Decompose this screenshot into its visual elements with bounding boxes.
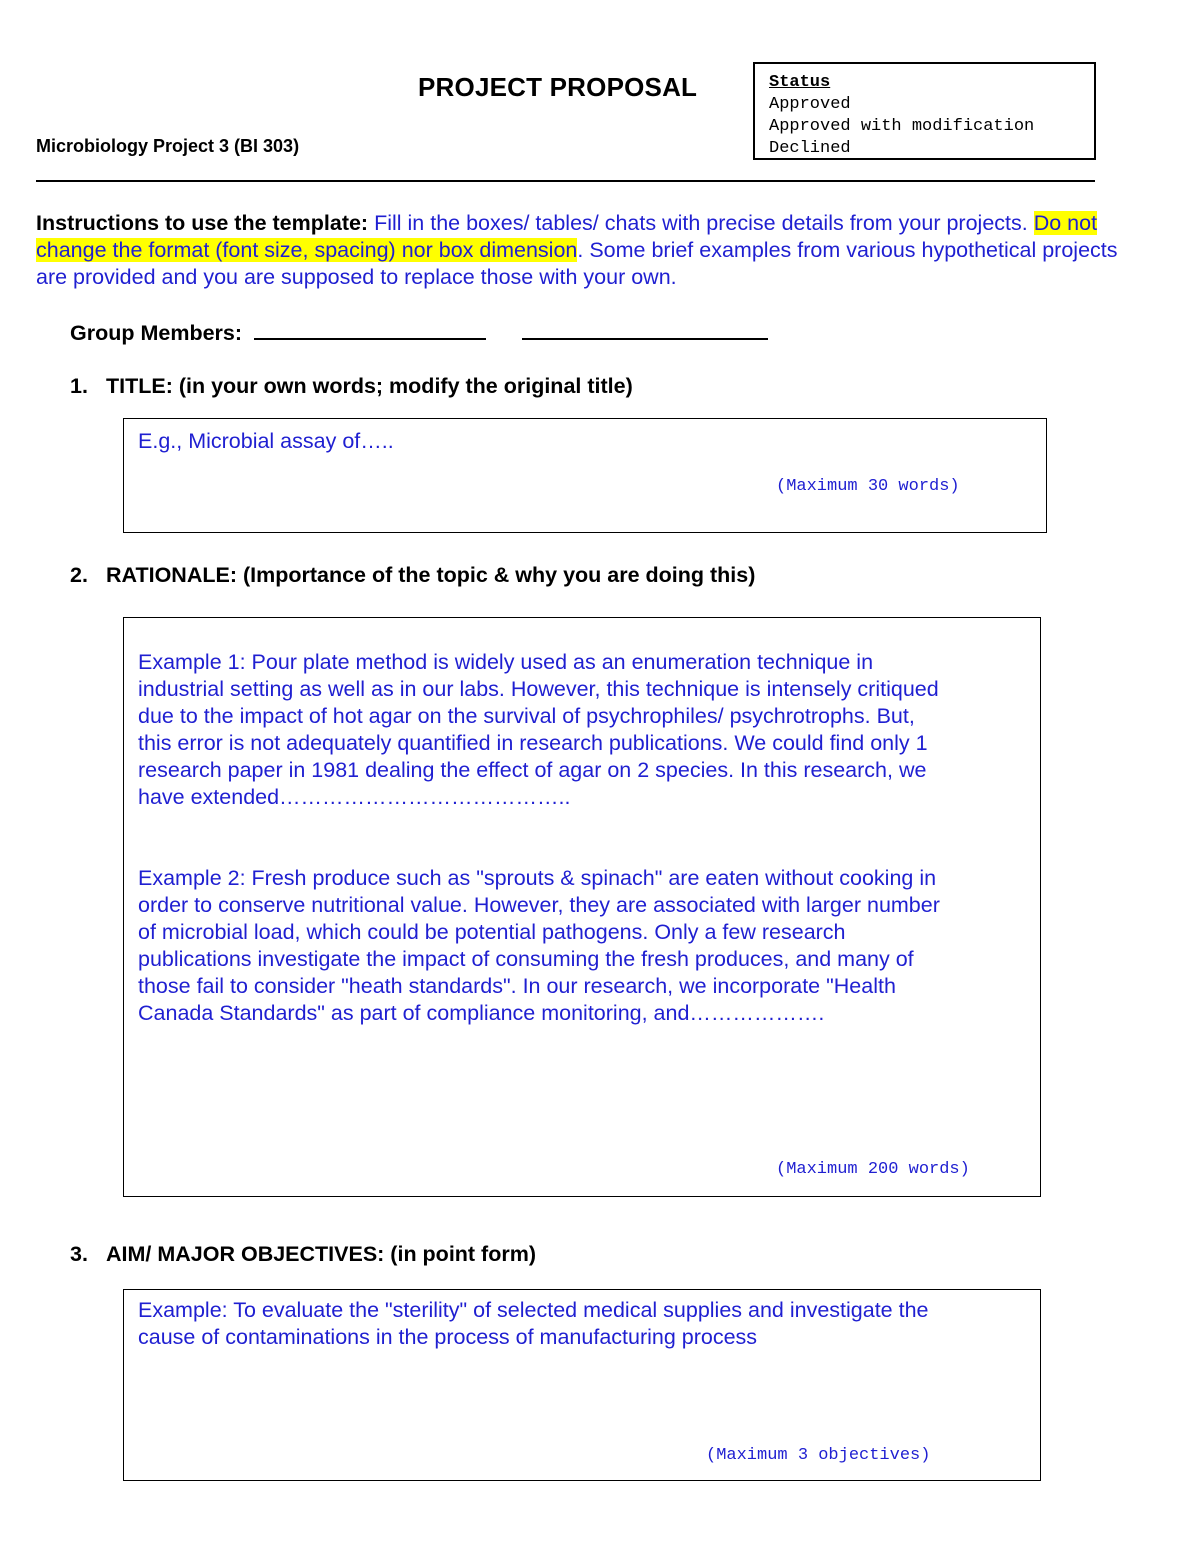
section-number: 2. — [70, 563, 88, 587]
section-heading-text: RATIONALE: (Importance of the topic & why you are doing this) — [106, 563, 756, 587]
title-example-text: E.g., Microbial assay of….. — [138, 429, 394, 453]
status-box — [753, 62, 1096, 160]
section-heading-text: TITLE: (in your own words; modify the original title) — [106, 374, 633, 398]
rationale-example-2-line: Canada Standards" as part of compliance monitoring, and………………. — [138, 1001, 825, 1025]
rationale-example-2-line: publications investigate the impact of consuming the fresh produces, and many of — [138, 947, 914, 971]
rationale-example-1-line: industrial setting as well as in our labs. However, this technique is intensely critiqued — [138, 677, 939, 701]
section-objectives-heading — [70, 1242, 536, 1267]
instructions-paragraph — [36, 210, 1126, 291]
instructions-highlight: Do not change the format (font size, spacing) nor box dimension — [36, 211, 1098, 262]
objectives-example — [138, 1297, 1038, 1351]
section-heading-text: AIM/ MAJOR OBJECTIVES: (in point form) — [106, 1242, 536, 1266]
group-members-row — [70, 318, 768, 346]
section-rationale-heading — [70, 563, 755, 588]
rationale-example-1-line: due to the impact of hot agar on the survival of psychrophiles/ psychrotrophs. But, — [138, 704, 915, 728]
rationale-example-2-line: order to conserve nutritional value. However, they are associated with larger number — [138, 893, 940, 917]
status-heading: Status — [769, 73, 831, 92]
rationale-example-2-line: of microbial load, which could be potential pathogens. Only a few research — [138, 920, 846, 944]
instructions-text-2: . Some brief examples from various hypothetical projects are provided and you are supposed to replace those with your own. — [36, 238, 1118, 289]
status-option-declined[interactable]: Declined — [769, 139, 851, 158]
title-word-limit: (Maximum 30 words) — [776, 477, 960, 496]
rationale-example-1-line: this error is not adequately quantified in research publications. We could find only 1 — [138, 731, 928, 755]
rationale-example-2-line: Example 2: Fresh produce such as "sprouts & spinach" are eaten without cooking in — [138, 866, 937, 890]
rationale-example-2-line: those fail to consider "heath standards". In our research, we incorporate "Health — [138, 974, 896, 998]
rationale-example-1-line: have extended………………………………….. — [138, 785, 571, 809]
section-title-heading — [70, 374, 633, 399]
group-member-2-field[interactable] — [522, 318, 768, 340]
rationale-example-2 — [138, 865, 1038, 1027]
section-number: 1. — [70, 374, 88, 398]
rationale-example-1 — [138, 649, 1038, 811]
rationale-word-limit: (Maximum 200 words) — [776, 1160, 970, 1179]
group-member-1-field[interactable] — [254, 318, 486, 340]
rationale-input-box[interactable] — [123, 617, 1041, 1197]
title-input-box[interactable] — [123, 418, 1047, 533]
section-number: 3. — [70, 1242, 88, 1266]
objectives-input-box[interactable] — [123, 1289, 1041, 1481]
status-option-approved[interactable]: Approved — [769, 95, 851, 114]
page-title: PROJECT PROPOSAL — [418, 72, 698, 102]
instructions-lead: Instructions to use the template: — [36, 211, 369, 235]
rationale-example-1-line: Example 1: Pour plate method is widely used as an enumeration technique in — [138, 650, 874, 674]
group-members-label: Group Members: — [70, 321, 243, 345]
objectives-limit: (Maximum 3 objectives) — [706, 1446, 931, 1465]
objectives-example-line: cause of contaminations in the process of manufacturing process — [138, 1325, 758, 1349]
rationale-example-1-line: research paper in 1981 dealing the effect of agar on 2 species. In this research, we — [138, 758, 927, 782]
header-divider — [36, 180, 1095, 182]
objectives-example-line: Example: To evaluate the "sterility" of selected medical supplies and investigate the — [138, 1298, 929, 1322]
course-subtitle: Microbiology Project 3 (BI 303) — [36, 136, 300, 156]
instructions-text-1: Fill in the boxes/ tables/ chats with precise details from your projects. — [368, 211, 1034, 235]
status-option-approved-with-modification[interactable]: Approved with modification — [769, 117, 1035, 136]
